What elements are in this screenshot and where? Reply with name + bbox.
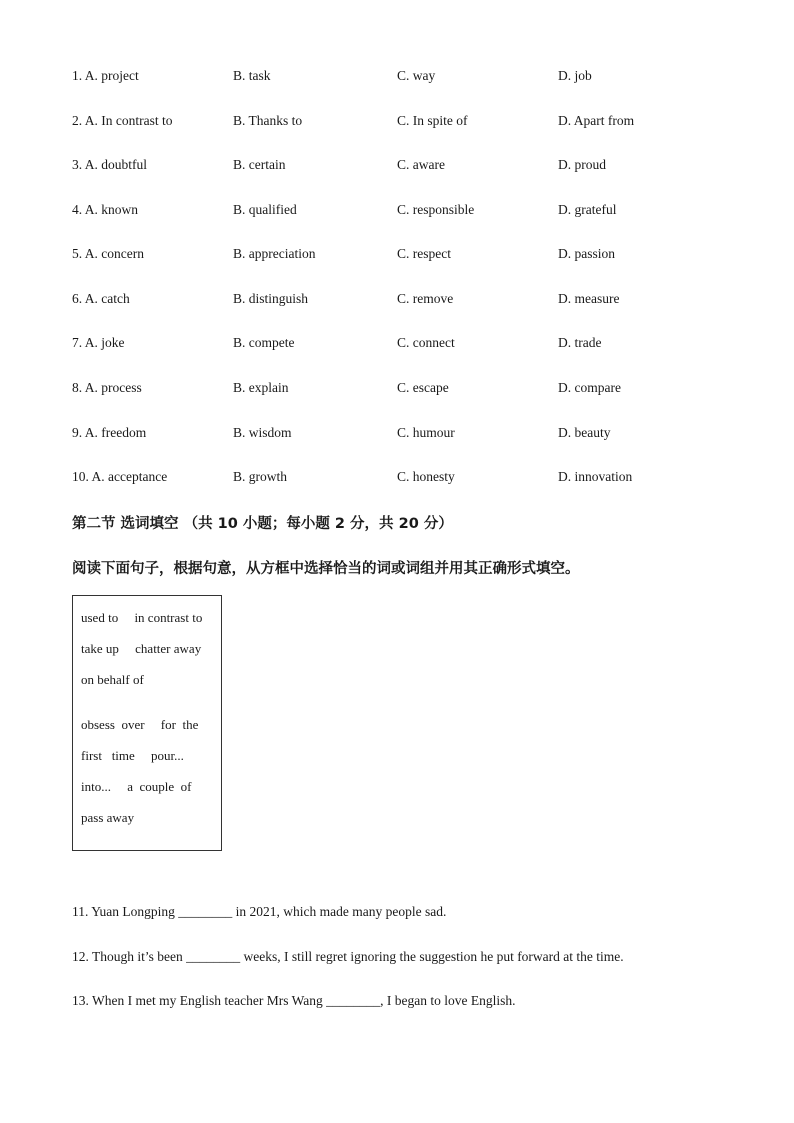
option-d: D. passion	[558, 246, 615, 261]
option-a: 6. A. catch	[72, 291, 130, 306]
question-row-1	[72, 68, 732, 88]
word-bank-line: on behalf of	[81, 672, 144, 687]
option-b: B. certain	[233, 157, 286, 172]
option-d: D. measure	[558, 291, 620, 306]
option-b: B. qualified	[233, 202, 297, 217]
word-bank-line: take up chatter away	[81, 641, 202, 656]
question-row-2	[72, 113, 732, 133]
option-d: D. proud	[558, 157, 606, 172]
word-bank-line: used to in contrast to	[81, 610, 203, 625]
option-b: B. growth	[233, 469, 287, 484]
option-d: D. compare	[558, 380, 621, 395]
question-row-7	[72, 335, 732, 355]
question-row-10	[72, 469, 732, 489]
word-bank-line: first time pour...	[81, 748, 184, 763]
option-c: C. aware	[397, 157, 445, 172]
word-bank-line: pass away	[81, 810, 135, 825]
option-d: D. job	[558, 68, 592, 83]
option-d: D. innovation	[558, 469, 633, 484]
option-a: 2. A. In contrast to	[72, 113, 173, 128]
option-b: B. task	[233, 68, 271, 83]
option-b: B. explain	[233, 380, 289, 395]
question-row-5	[72, 246, 732, 266]
question-row-3	[72, 157, 732, 177]
option-b: B. distinguish	[233, 291, 309, 306]
option-a: 3. A. doubtful	[72, 157, 148, 172]
option-a: 9. A. freedom	[72, 425, 147, 440]
option-a: 7. A. joke	[72, 335, 125, 350]
section-title: 第二节 选词填空 （共 10 小题；每小题 2 分，共 20 分）	[72, 516, 453, 532]
sentence-11: 11. Yuan Longping ________ in 2021, which made many people sad.	[72, 904, 447, 919]
option-c: C. connect	[397, 335, 455, 350]
option-d: D. Apart from	[558, 113, 635, 128]
option-a: 1. A. project	[72, 68, 139, 83]
option-c: C. responsible	[397, 202, 475, 217]
option-c: C. escape	[397, 380, 449, 395]
option-a: 10. A. acceptance	[72, 469, 168, 484]
option-c: C. way	[397, 68, 436, 83]
sentence-13: 13. When I met my English teacher Mrs Wang ________, I began to love English.	[72, 993, 516, 1008]
word-bank-line: obsess over for the	[81, 717, 199, 732]
option-d: D. grateful	[558, 202, 617, 217]
question-row-8	[72, 380, 732, 400]
option-b: B. wisdom	[233, 425, 292, 440]
option-d: D. trade	[558, 335, 602, 350]
option-a: 4. A. known	[72, 202, 139, 217]
option-a: 5. A. concern	[72, 246, 144, 261]
sentence-12: 12. Though it’s been ________ weeks, I still regret ignoring the suggestion he put forward at the time.	[72, 949, 624, 964]
option-d: D. beauty	[558, 425, 611, 440]
option-c: C. humour	[397, 425, 455, 440]
option-a: 8. A. process	[72, 380, 142, 395]
word-bank-line: into... a couple of	[81, 779, 192, 794]
option-c: C. respect	[397, 246, 451, 261]
option-b: B. compete	[233, 335, 295, 350]
option-c: C. remove	[397, 291, 454, 306]
option-b: B. appreciation	[233, 246, 316, 261]
section-instruction: 阅读下面句子，根据句意，从方框中选择恰当的词或词组并用其正确形式填空。	[72, 561, 580, 577]
option-b: B. Thanks to	[233, 113, 303, 128]
option-c: C. In spite of	[397, 113, 468, 128]
word-bank-box	[72, 595, 222, 851]
question-row-4	[72, 202, 732, 222]
option-c: C. honesty	[397, 469, 455, 484]
question-row-6	[72, 291, 732, 311]
question-row-9	[72, 425, 732, 445]
